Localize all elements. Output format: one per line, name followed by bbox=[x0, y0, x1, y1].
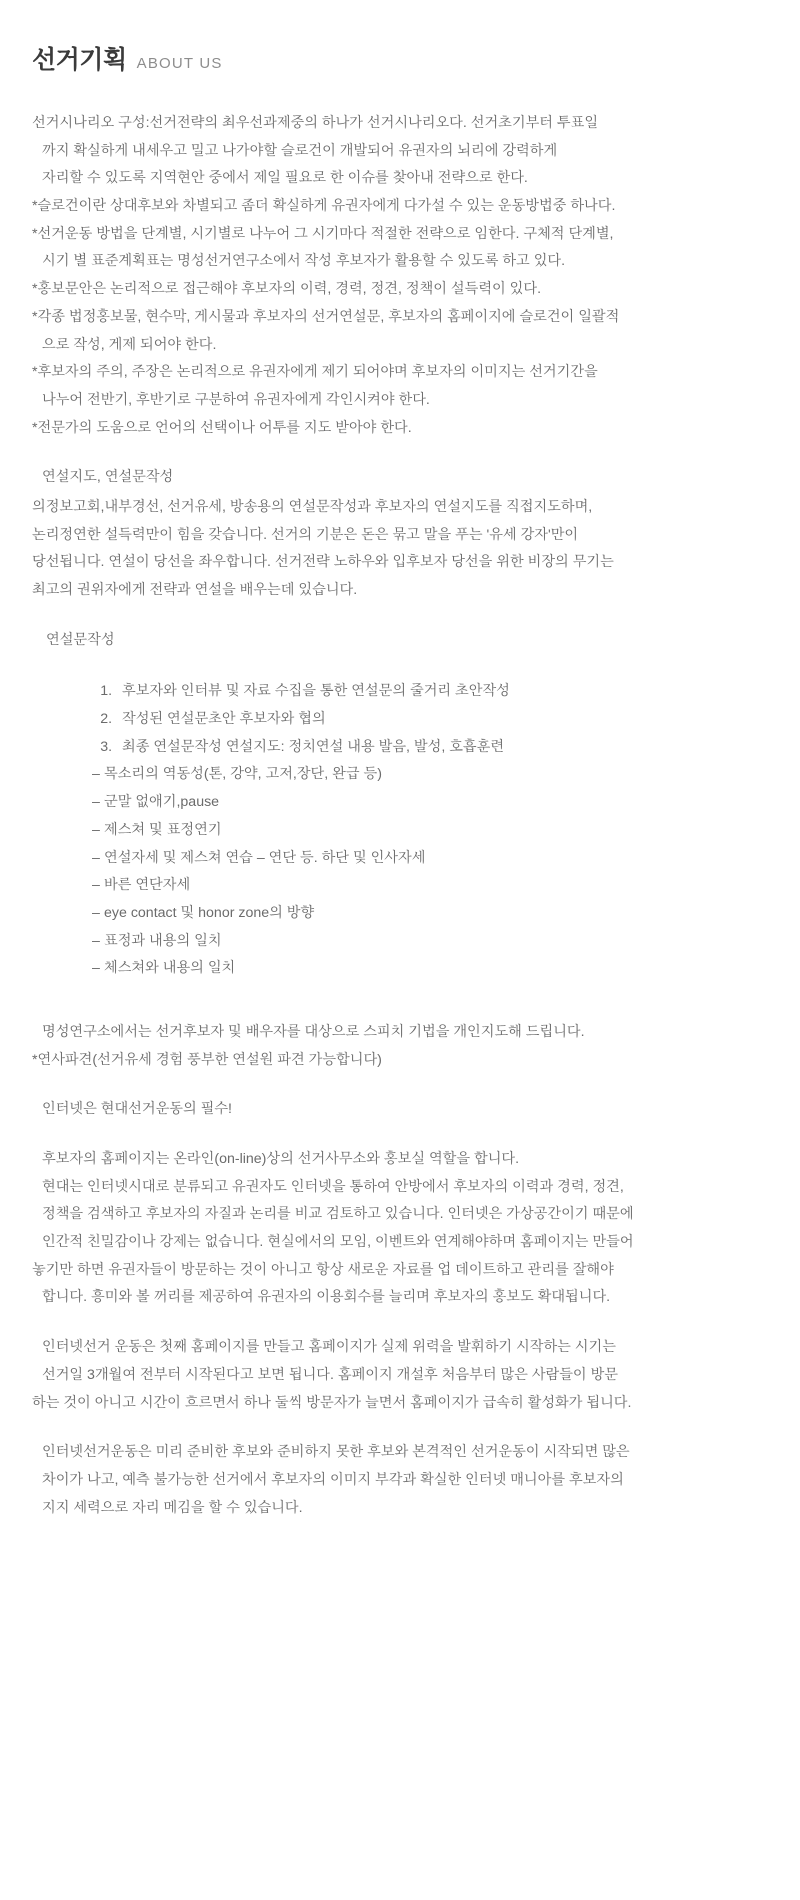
institute-line: *연사파견(선거유세 경험 풍부한 연설원 파견 가능합니다) bbox=[32, 1051, 382, 1068]
speech-guidance-line: 논리정연한 설득력만이 힘을 갖습니다. 선거의 기분은 돈은 묶고 말을 푸는 '유세 강자'만이 bbox=[32, 526, 579, 543]
list-item: – 군말 없애기,pause bbox=[32, 789, 770, 817]
speech-guidance-heading: 연설지도, 연설문작성 bbox=[42, 469, 174, 486]
campaign-line: 인터넷선거 운동은 첫째 홈페이지를 만들고 홈페이지가 실제 위력을 발휘하기 시작하는 시기는 bbox=[42, 1339, 616, 1356]
scenario-bullet-cont: 으로 작성, 게제 되어야 한다. bbox=[42, 336, 217, 353]
section-homepage bbox=[32, 1146, 770, 1312]
conclusion-line: 차이가 나고, 예측 불가능한 선거에서 후보자의 이미지 부각과 확실한 인터넷 매니아를 후보자의 bbox=[42, 1471, 624, 1488]
section-scenario bbox=[32, 110, 770, 442]
scenario-bullet: *전문가의 도움으로 언어의 선택이나 어투를 지도 받아야 한다. bbox=[32, 419, 412, 436]
homepage-line: 놓기만 하면 유권자들이 방문하는 것이 아니고 항상 새로운 자료를 업 데이트하고 관리를 잘해야 bbox=[32, 1261, 614, 1278]
section-speech-writing bbox=[32, 627, 770, 983]
scenario-line: 까지 확실하게 내세우고 밀고 나가야할 슬로건이 개발되어 유권자의 뇌리에 강력하게 bbox=[42, 142, 558, 159]
homepage-line: 현대는 인터넷시대로 분류되고 유권자도 인터넷을 통하여 안방에서 후보자의 이력과 경력, 정견, bbox=[42, 1178, 624, 1195]
list-item: – eye contact 및 honor zone의 방향 bbox=[32, 900, 770, 928]
section-campaign bbox=[32, 1334, 770, 1417]
scenario-bullet: *홍보문안은 논리적으로 접근해야 후보자의 이력, 경력, 정견, 정책이 설득력이 있다. bbox=[32, 281, 542, 298]
section-speech-guidance bbox=[32, 464, 770, 604]
homepage-line: 인간적 친밀감이나 강제는 없습니다. 현실에서의 모임, 이벤트와 연계해야하며 홈페이지는 만들어 bbox=[42, 1234, 634, 1251]
homepage-line: 합니다. 흥미와 볼 꺼리를 제공하여 유권자의 이용회수를 늘리며 후보자의 홍보도 확대됩니다. bbox=[42, 1289, 611, 1306]
list-item: – 바른 연단자세 bbox=[32, 872, 770, 900]
speech-guidance-line: 의정보고회,내부경선, 선거유세, 방송용의 연설문작성과 후보자의 연설지도를 직접지도하며, bbox=[32, 498, 593, 515]
page-header bbox=[30, 40, 770, 76]
section-internet-intro bbox=[32, 1096, 770, 1124]
page-title: 선거기획 bbox=[32, 46, 127, 74]
list-item: – 제스쳐 및 표정연기 bbox=[32, 817, 770, 845]
scenario-bullet: *선거운동 방법을 단계별, 시기별로 나누어 그 시기마다 적절한 전략으로 임한다. 구체적 단계별, bbox=[32, 225, 614, 242]
scenario-bullet: *각종 법정홍보물, 현수막, 게시물과 후보자의 선거연설문, 후보자의 홈페이지에 슬로건이 일괄적 bbox=[32, 308, 620, 325]
page-subtitle: ABOUT US bbox=[136, 55, 223, 72]
scenario-bullet: *후보자의 주의, 주장은 논리적으로 유권자에게 제기 되어야며 후보자의 이미지는 선거기간을 bbox=[32, 364, 598, 381]
institute-line: 명성연구소에서는 선거후보자 및 배우자를 대상으로 스피치 기법을 개인지도해 드립니다. bbox=[42, 1023, 585, 1040]
list-item: 3. 최종 연설문작성 연설지도: 정치연설 내용 발음, 발성, 호흡훈련 bbox=[116, 734, 770, 762]
list-item: 1. 후보자와 인터뷰 및 자료 수집을 통한 연설문의 줄거리 초안작성 bbox=[116, 678, 770, 706]
list-item: – 연설자세 및 제스쳐 연습 – 연단 등. 하단 및 인사자세 bbox=[32, 845, 770, 873]
conclusion-line: 인터넷선거운동은 미리 준비한 후보와 준비하지 못한 후보와 본격적인 선거운동이 시작되면 많은 bbox=[42, 1444, 630, 1461]
speech-writing-details bbox=[32, 761, 770, 983]
scenario-line: 자리할 수 있도록 지역현안 중에서 제일 필요로 한 이슈를 찾아내 전략으로 한다. bbox=[42, 170, 528, 187]
homepage-line: 후보자의 홈페이지는 온라인(on-line)상의 선거사무소와 홍보실 역할을 합니다. bbox=[42, 1151, 520, 1167]
list-item: – 표정과 내용의 일치 bbox=[32, 928, 770, 956]
speech-guidance-line: 당선됩니다. 연설이 당선을 좌우합니다. 선거전략 노하우와 입후보자 당선을 위한 비장의 무기는 bbox=[32, 554, 614, 571]
homepage-line: 정책을 검색하고 후보자의 자질과 논리를 비교 검토하고 있습니다. 인터넷은 가상공간이기 때문에 bbox=[42, 1206, 634, 1223]
speech-writing-steps bbox=[32, 678, 770, 761]
scenario-line: 선거시나리오 구성:선거전략의 최우선과제중의 하나가 선거시나리오다. 선거초기부터 투표일 bbox=[32, 115, 599, 131]
section-conclusion bbox=[32, 1439, 770, 1522]
speech-guidance-line: 최고의 권위자에게 전략과 연설을 배우는데 있습니다. bbox=[32, 582, 358, 598]
internet-intro-line: 인터넷은 현대선거운동의 필수! bbox=[42, 1101, 232, 1118]
document-content bbox=[30, 110, 770, 1522]
conclusion-line: 지지 세력으로 자리 메김을 할 수 있습니다. bbox=[42, 1499, 303, 1516]
list-item: 2. 작성된 연설문초안 후보자와 협의 bbox=[116, 706, 770, 734]
campaign-line: 하는 것이 아니고 시간이 흐르면서 하나 둘씩 방문자가 늘면서 홈페이지가 급속히 활성화가 됩니다. bbox=[32, 1394, 632, 1411]
speech-writing-heading: 연설문작성 bbox=[46, 631, 115, 648]
campaign-line: 선거일 3개월여 전부터 시작된다고 보면 됩니다. 홈페이지 개설후 처음부터 많은 사람들이 방문 bbox=[42, 1366, 618, 1383]
section-institute bbox=[32, 1019, 770, 1074]
list-item: – 체스쳐와 내용의 일치 bbox=[32, 955, 770, 983]
scenario-bullet: *슬로건이란 상대후보와 차별되고 좀더 확실하게 유권자에게 다가설 수 있는 운동방법중 하나다. bbox=[32, 198, 616, 215]
scenario-bullet-cont: 시기 별 표준계획표는 명성선거연구소에서 작성 후보자가 활용할 수 있도록 하고 있다. bbox=[42, 253, 566, 270]
scenario-bullet-cont: 나누어 전반기, 후반기로 구분하여 유권자에게 각인시켜야 한다. bbox=[42, 391, 430, 408]
list-item: – 목소리의 역동성(톤, 강약, 고저,장단, 완급 등) bbox=[32, 761, 770, 789]
